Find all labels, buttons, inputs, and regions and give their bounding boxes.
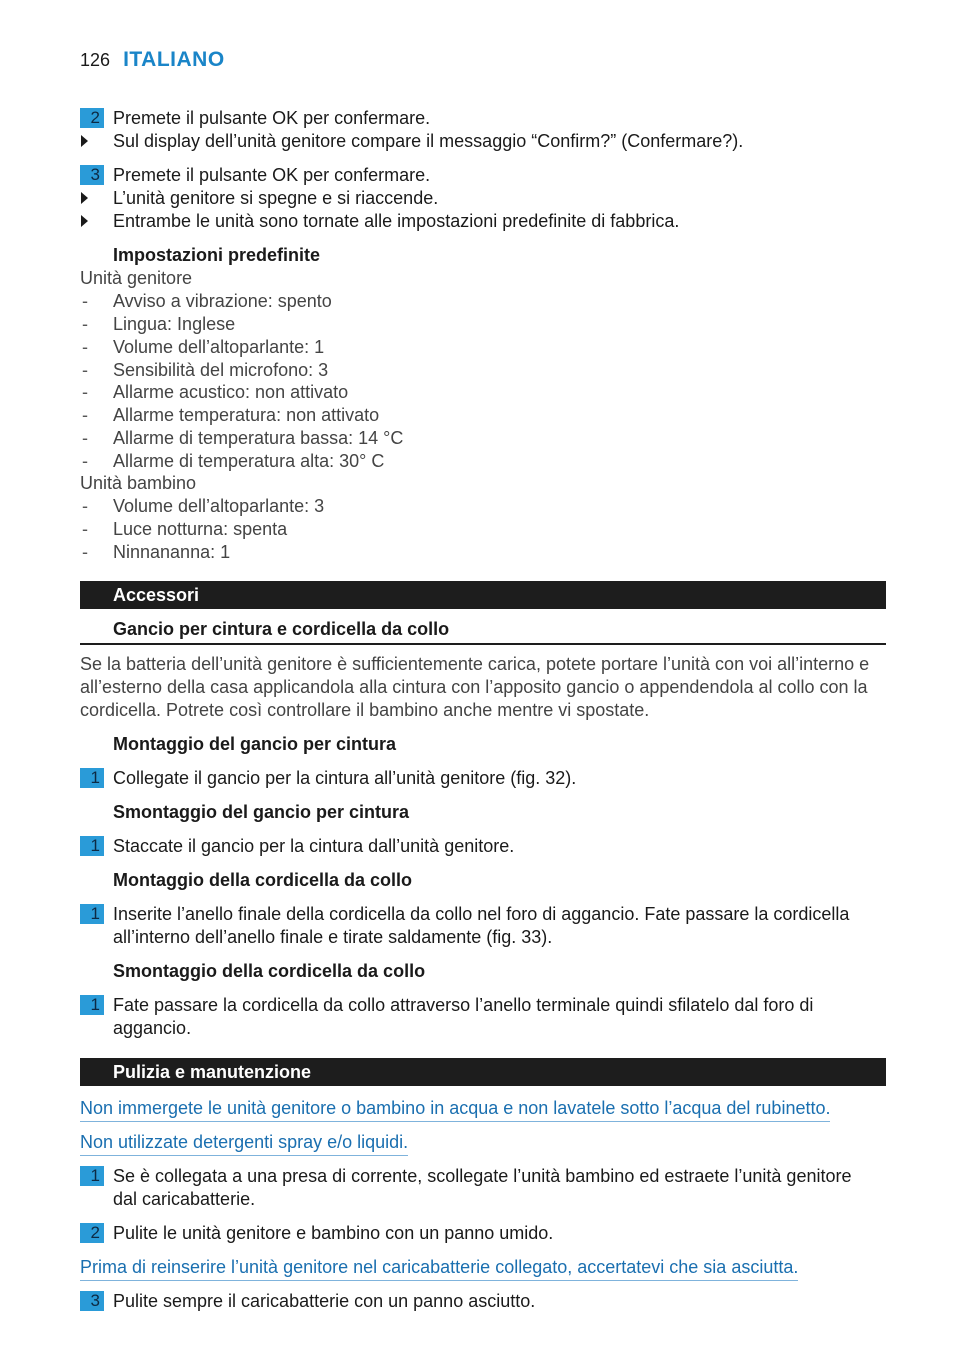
bullet-text: L’unità genitore si spegne e si riaccende. [113,188,439,208]
step-number-badge: 1 [80,836,104,856]
step-number-badge: 3 [80,1291,104,1311]
step-text: Pulite sempre il caricabatterie con un panno asciutto. [113,1291,536,1311]
step-text: Pulite le unità genitore e bambino con un panno umido. [113,1223,554,1243]
step-text: all’interno dell’anello finale e tirate saldamente (fig. 33). [113,927,553,947]
dash-marker: - [82,405,88,425]
step-number-badge: 3 [80,165,104,185]
default-item-text: Sensibilità del microfono: 3 [113,360,329,380]
step-text: Premete il pulsante OK per confermare. [113,165,431,185]
default-item-text: Allarme temperatura: non attivato [113,405,380,425]
dash-marker: - [82,496,88,516]
page-number: 126 [80,50,111,70]
dash-marker: - [82,451,88,471]
step-number-badge: 2 [80,108,104,128]
step-text: aggancio. [113,1018,192,1038]
default-item-text: Allarme di temperatura alta: 30° C [113,451,385,471]
dash-marker: - [82,291,88,311]
step-text: Premete il pulsante OK per confermare. [113,108,431,128]
page-header [80,48,225,72]
dash-marker: - [82,360,88,380]
language-title: ITALIANO [123,48,225,71]
step-text: Collegate il gancio per la cintura all’unità genitore (fig. 32). [113,768,577,788]
default-item-text: Volume dell’altoparlante: 1 [113,337,325,357]
dash-marker: - [82,337,88,357]
warning-note: Prima di reinserire l’unità genitore nel caricabatterie collegato, accertatevi che sia asciutta. [80,1256,798,1281]
bullet-text: Sul display dell’unità genitore compare il messaggio “Confirm?” (Confermare?). [113,131,744,151]
procedure-heading: Montaggio del gancio per cintura [113,734,397,754]
default-item-text: Luce notturna: spenta [113,519,288,539]
default-item-text: Allarme di temperatura bassa: 14 °C [113,428,404,448]
step-number-badge: 1 [80,768,104,788]
procedure-heading: Smontaggio della cordicella da collo [113,961,426,981]
dash-marker: - [82,314,88,334]
step-number-badge: 1 [80,995,104,1015]
bullet-arrow-icon [81,215,88,227]
dash-marker: - [82,382,88,402]
step-text: Se è collegata a una presa di corrente, scollegate l’unità bambino ed estraete l’unità genitore [113,1166,852,1186]
bullet-arrow-icon [81,192,88,204]
dash-marker: - [82,519,88,539]
step-number-badge: 2 [80,1223,104,1243]
default-item-text: Avviso a vibrazione: spento [113,291,332,311]
section-title: Pulizia e manutenzione [113,1062,312,1082]
warning-note: Non utilizzate detergenti spray e/o liquidi. [80,1131,408,1156]
warning-note: Non immergete le unità genitore o bambino in acqua e non lavatele sotto l’acqua del rubinetto. [80,1097,830,1122]
section-bar-accessori [80,581,886,609]
procedure-heading: Smontaggio del gancio per cintura [113,802,410,822]
bullet-arrow-icon [81,135,88,147]
bullet-text: Entrambe le unità sono tornate alle impostazioni predefinite di fabbrica. [113,211,680,231]
baby-unit-label: Unità bambino [80,473,197,493]
section-bar-pulizia [80,1058,886,1086]
procedure-heading: Montaggio della cordicella da collo [113,870,413,890]
step-number-badge: 1 [80,904,104,924]
intro-text: all’esterno della casa applicandola alla cintura con l’apposito gancio o appendendola al collo con la [80,677,868,697]
default-item-text: Ninnananna: 1 [113,542,231,562]
intro-text: Se la batteria dell’unità genitore è sufficientemente carica, potete portare l’unità con voi all’interno e [80,654,870,674]
dash-marker: - [82,542,88,562]
step-text: Inserite l’anello finale della cordicella da collo nel foro di aggancio. Fate passare la cordicella [113,904,850,924]
default-item-text: Allarme acustico: non attivato [113,382,349,402]
intro-text: cordicella. Potrete così controllare il bambino anche mentre vi spostate. [80,700,650,720]
parent-unit-label: Unità genitore [80,268,193,288]
step-text: Fate passare la cordicella da collo attraverso l’anello terminale quindi sfilatelo dal foro di [113,995,814,1015]
section-title: Accessori [113,585,200,605]
dash-marker: - [82,428,88,448]
subsection-title: Gancio per cintura e cordicella da collo [113,619,450,639]
step-text: Staccate il gancio per la cintura dall’unità genitore. [113,836,515,856]
defaults-heading: Impostazioni predefinite [113,245,321,265]
step-number-badge: 1 [80,1166,104,1186]
default-item-text: Lingua: Inglese [113,314,236,334]
step-text: dal caricabatterie. [113,1189,256,1209]
subsection-belt-clip-cord [80,617,886,645]
default-item-text: Volume dell’altoparlante: 3 [113,496,325,516]
